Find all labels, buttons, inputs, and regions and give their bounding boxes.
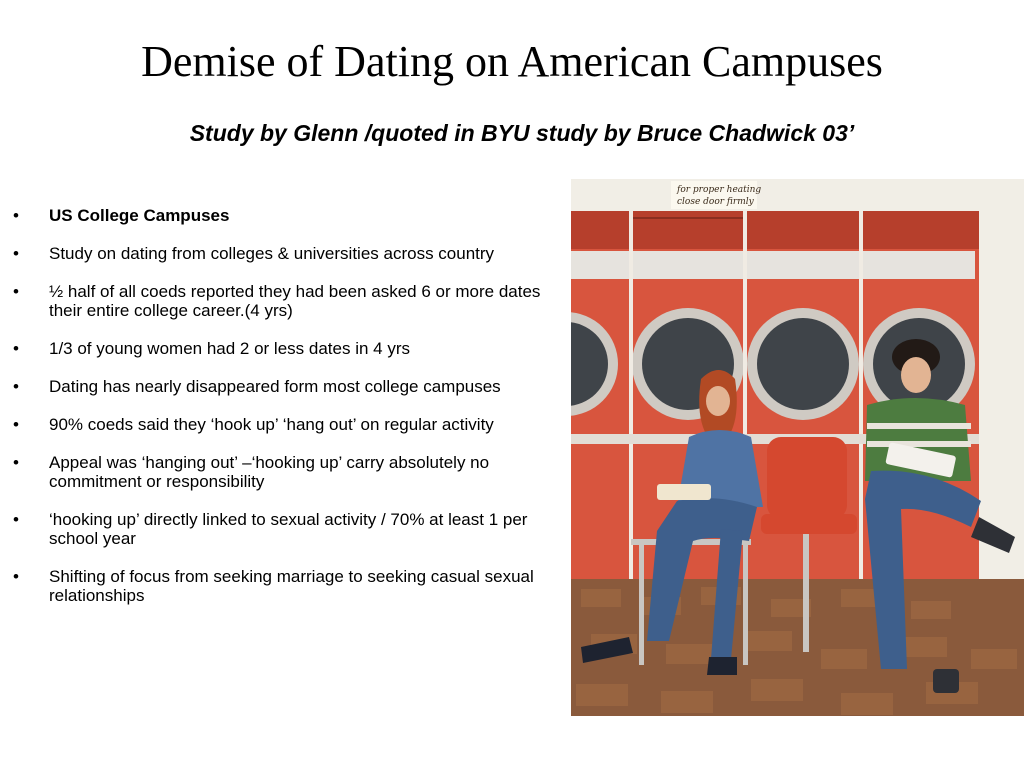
bullet-item	[0, 510, 560, 548]
bullet-text: Study on dating from colleges & universities across country	[49, 244, 495, 263]
bullet-text: 90% coeds said they ‘hook up’ ‘hang out’ on regular activity	[49, 415, 494, 434]
dryer-3	[747, 251, 859, 420]
bullet-item	[0, 244, 560, 263]
bullet-dot: •	[13, 453, 19, 472]
bullet-dot: •	[13, 567, 19, 586]
bullet-text: US College Campuses	[49, 206, 230, 225]
bullet-dot: •	[13, 244, 19, 263]
bullet-list	[0, 206, 560, 624]
bullet-text: ‘hooking up’ directly linked to sexual activity / 70% at least 1 per school year	[49, 510, 528, 548]
slide-subtitle: Study by Glenn /quoted in BYU study by Bruce Chadwick 03’	[189, 120, 855, 146]
bullet-dot: •	[13, 282, 19, 301]
slide-title: Demise of Dating on American Campuses	[141, 37, 883, 86]
bullet-item	[0, 415, 560, 434]
bullet-dot: •	[13, 339, 19, 358]
chair-leg-left	[639, 545, 644, 665]
bullet-text: Appeal was ‘hanging out’ –‘hooking up’ carry absolutely no commitment or responsibility	[49, 453, 490, 491]
bullet-text: Dating has nearly disappeared form most college campuses	[49, 377, 501, 396]
bullet-dot: •	[13, 510, 19, 529]
bullet-item	[0, 339, 560, 358]
dryer-4	[863, 251, 975, 420]
bullet-item	[0, 453, 560, 491]
bullet-dot: •	[13, 415, 19, 434]
chair-leg-right	[743, 545, 748, 665]
bullet-dot: •	[13, 206, 19, 225]
bullet-item	[0, 206, 560, 225]
bullet-text: Shifting of focus from seeking marriage to seeking casual sexual relationships	[49, 567, 534, 605]
door-sign-line-1: for proper heating	[677, 185, 762, 195]
laundromat-photo	[571, 179, 1024, 716]
bullet-item	[0, 567, 560, 605]
dryer-divider-3	[859, 211, 863, 591]
bullet-text: 1/3 of young women had 2 or less dates in 4 yrs	[49, 339, 410, 358]
bullet-dot: •	[13, 377, 19, 396]
dryer-divider-1	[629, 211, 633, 591]
door-sign-line-2: close door firmly	[677, 197, 754, 207]
bullet-item	[0, 377, 560, 396]
laundromat-illustration	[571, 179, 1024, 716]
bullet-item	[0, 282, 560, 320]
bullet-text: ½ half of all coeds reported they had been asked 6 or more dates their entire college career.(4 yrs)	[49, 282, 541, 320]
